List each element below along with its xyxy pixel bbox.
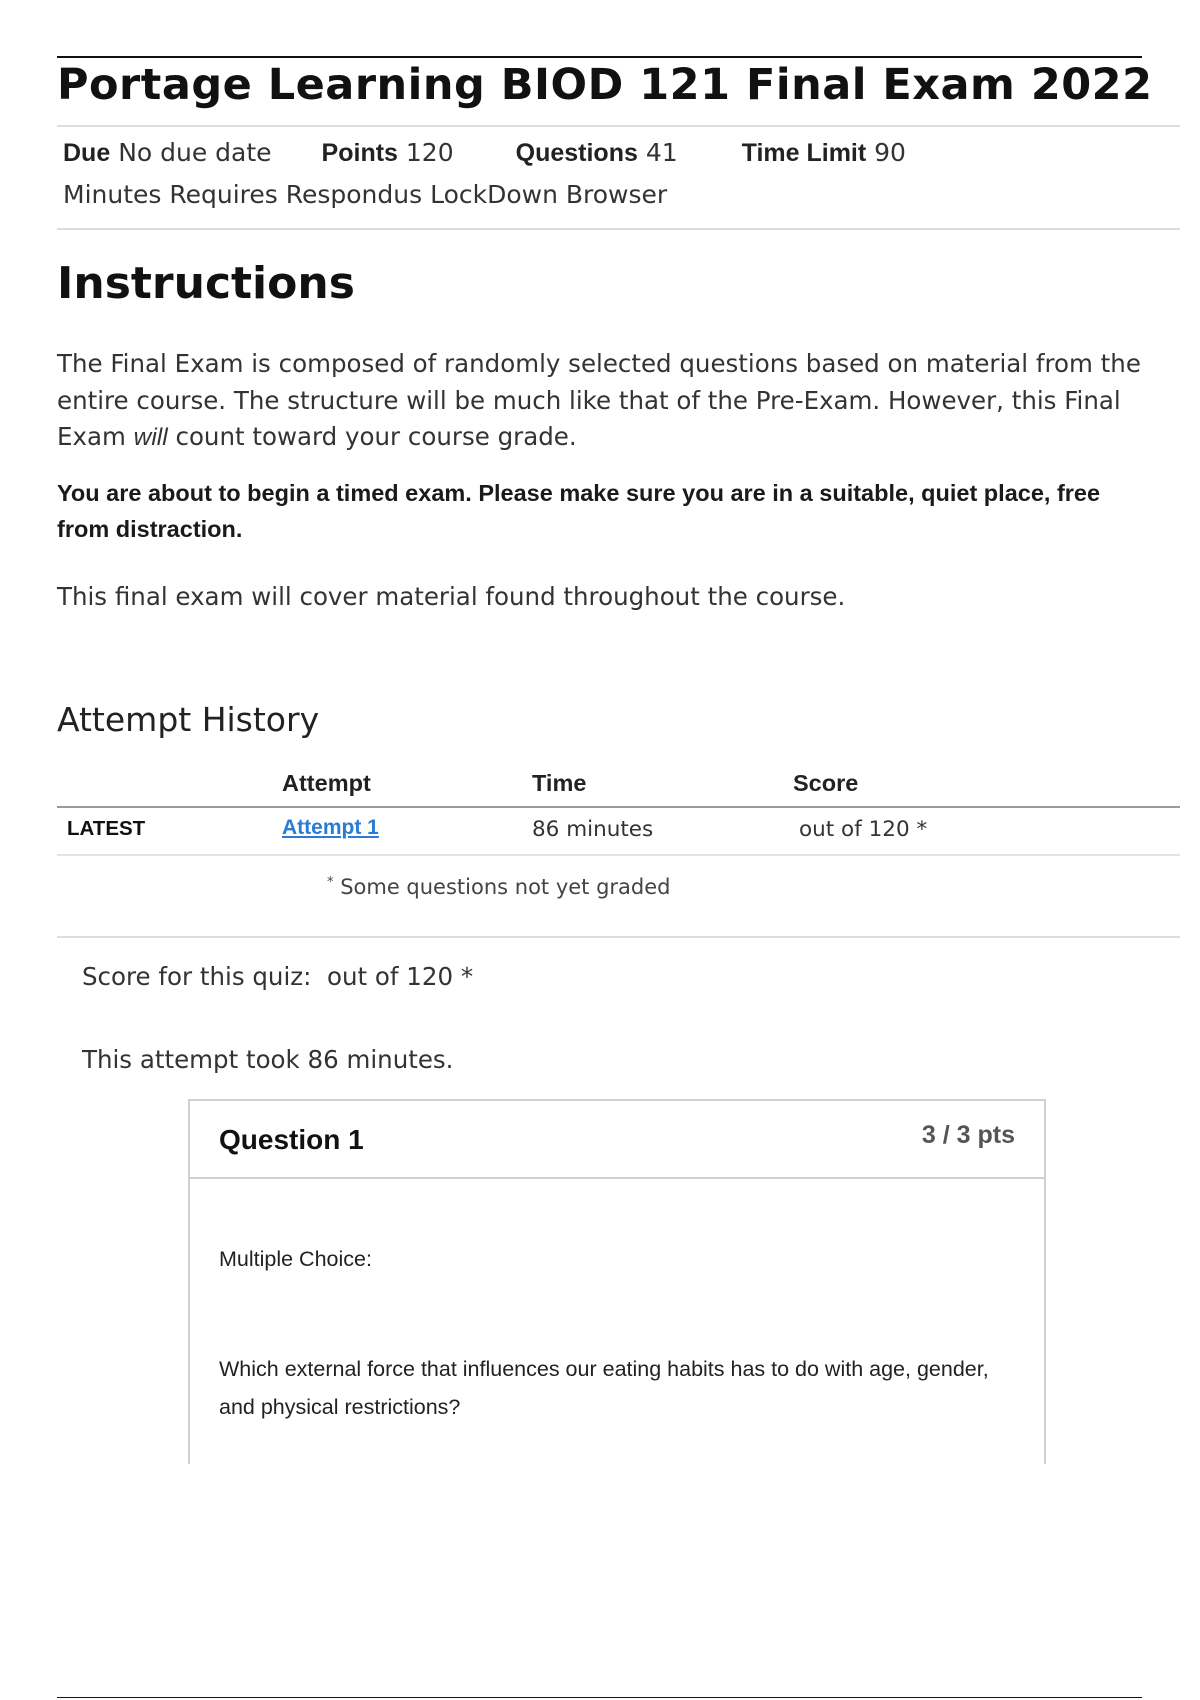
col-header-time: Time	[532, 770, 587, 796]
instructions-heading: Instructions	[57, 258, 355, 309]
time-limit-value: 90	[874, 138, 906, 167]
attempt-duration: This attempt took 86 minutes.	[82, 1045, 454, 1074]
title-divider	[57, 125, 1180, 127]
quiz-meta	[63, 132, 1143, 216]
questions-value: 41	[645, 138, 678, 167]
attempt-1-link[interactable]: Attempt 1	[282, 816, 379, 839]
time-limit-label: Time Limit	[741, 139, 867, 167]
question-text: Which external force that influences our eating habits has to do with age, gender, and physical restrictions?	[219, 1357, 989, 1419]
question-type: Multiple Choice:	[219, 1247, 372, 1271]
instructions-paragraph-3: This final exam will cover material found throughout the course.	[57, 582, 846, 611]
grading-note: * Some questions not yet graded	[327, 875, 671, 899]
meta-divider	[57, 228, 1180, 230]
attempt-score: out of 120 *	[799, 817, 928, 842]
question-header	[190, 1101, 1044, 1179]
history-divider	[57, 936, 1180, 938]
attempt-history-heading: Attempt History	[57, 700, 320, 739]
quiz-score-label: Score for this quiz:	[82, 962, 312, 991]
quiz-score-value: out of 120 *	[326, 962, 474, 991]
instructions-warning: You are about to begin a timed exam. Please make sure you are in a suitable, quiet place, free from distraction.	[57, 480, 1101, 542]
bottom-rule	[57, 1697, 1142, 1698]
table-row-rule	[57, 854, 1180, 856]
attempt-time: 86 minutes	[532, 817, 654, 842]
question-title: Question 1	[219, 1124, 364, 1155]
latest-label: LATEST	[67, 817, 146, 840]
col-header-score: Score	[793, 770, 859, 796]
col-header-attempt: Attempt	[282, 770, 371, 796]
table-header-rule	[57, 806, 1180, 808]
due-label: Due	[63, 139, 111, 167]
questions-label: Questions	[515, 139, 638, 167]
time-limit-detail: Minutes Requires Respondus LockDown Browser	[63, 180, 668, 209]
quiz-score	[82, 962, 473, 991]
question-points: 3 / 3 pts	[921, 1121, 1015, 1149]
points-label: Points	[321, 139, 398, 167]
points-value: 120	[405, 138, 454, 167]
instructions-paragraph-1: The Final Exam is composed of randomly selected questions based on material from the entire course. The structure will be much like that of the Pre-Exam. However, this Final Exam will count toward your course grade.	[57, 349, 1141, 451]
due-value: No due date	[118, 138, 272, 167]
page-title: Portage Learning BIOD 121 Final Exam 2022	[57, 60, 1153, 110]
top-rule	[57, 56, 1142, 58]
question-card	[188, 1099, 1046, 1464]
